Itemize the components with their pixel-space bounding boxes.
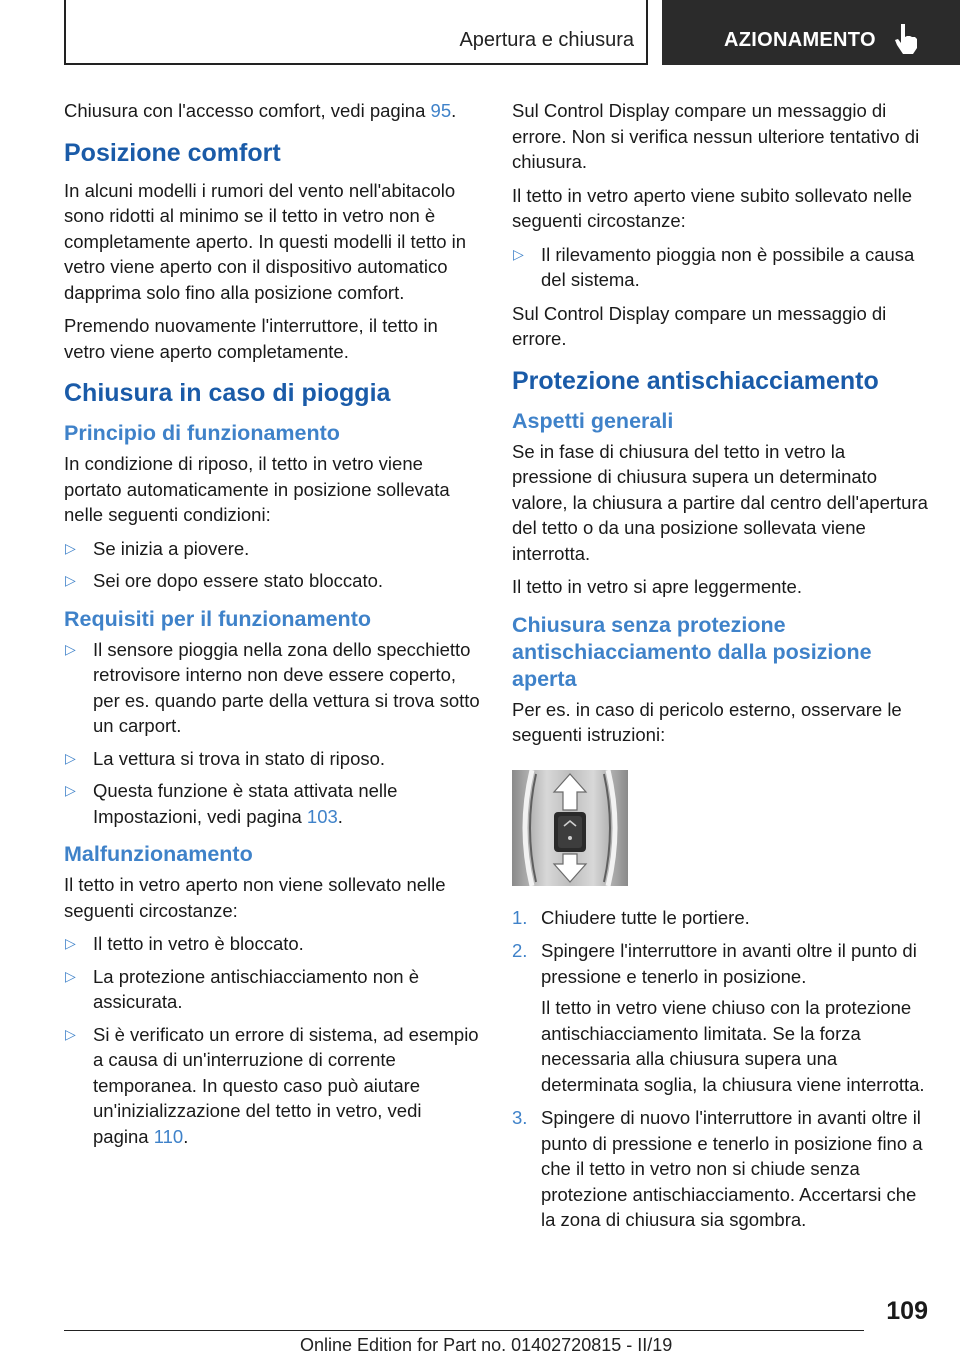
paragraph: Sul Control Display compare un messaggio di errore.: [512, 302, 887, 349]
list-item: ▷ La vettura si trova in stato di riposo.: [64, 746, 480, 772]
triangle-bullet-icon: ▷: [65, 539, 76, 556]
footer-rule: [64, 1330, 864, 1331]
list-item: ▷ La protezione antischiacciamento non è assicurata.: [65, 965, 420, 1012]
heading-general: Aspetti generali: [512, 408, 674, 433]
paragraph: Se in fase di chiusura del tetto in vetro la pressione di chiusura supera un determinato valore, la chiusura a partire dal centro dell'apertura del tetto o da una posizione sollevata viene interrotta.: [512, 440, 928, 564]
bullet-list: [64, 637, 480, 830]
paragraph: Il tetto in vetro aperto non viene sollevato nelle seguenti circostanze:: [64, 874, 446, 921]
step-item: 1. Chiudere tutte le portiere.: [512, 906, 750, 928]
header-section-box: [64, 0, 648, 65]
heading-malfunction: Malfunzionamento: [64, 842, 253, 866]
triangle-bullet-icon: ▷: [513, 245, 524, 262]
right-column: [512, 98, 928, 1241]
list-item: ▷ Questa funzione è stata attivata nelle Impostazioni, vedi pagina 103.: [65, 780, 398, 827]
list-item: ▷ Si è verificato un errore di sistema, ad esempio a causa di un'interruzione di corrente temporanea. In questo caso può aiutare un'inizializzazione del tetto in vetro, vedi pagina 110.: [65, 1023, 479, 1147]
paragraph: In alcuni modelli i rumori del vento nell'abitacolo sono ridotti al minimo se il tetto in vetro non è completamente aperto. In questi modelli il tetto in vetro viene aperto con il dispositivo automatico dapprima solo fino alla posizione comfort.: [64, 179, 467, 303]
intro-paragraph: Chiusura con l'accesso comfort, vedi pagina 95.: [64, 100, 457, 121]
header-chapter-title: AZIONAMENTO: [724, 29, 876, 51]
list-item: ▷ Il sensore pioggia nella zona dello specchietto retrovisore interno non deve essere coperto, per es. quando parte della vettura si trova sotto un carport.: [65, 638, 480, 736]
page-link[interactable]: 110: [153, 1125, 184, 1147]
triangle-bullet-icon: ▷: [65, 782, 76, 798]
header-section-title: Apertura e chiusura: [459, 29, 634, 51]
list-item: ▷ Sei ore dopo essere stato bloccato.: [64, 568, 480, 594]
numbered-steps: [512, 905, 928, 1233]
footer-edition-text: Online Edition for Part no. 01402720815 - II/19: [300, 1335, 673, 1355]
header-chapter-box: [662, 0, 960, 65]
bullet-list: [64, 536, 480, 594]
heading-requirements: Requisiti per il funzionamento: [64, 606, 371, 631]
triangle-bullet-icon: ▷: [65, 749, 76, 766]
heading-comfort-position: Posizione comfort: [64, 138, 281, 167]
pointing-hand-icon: [894, 22, 920, 56]
bullet-list: [512, 242, 928, 293]
roof-switch-illustration: [512, 770, 628, 886]
list-item: ▷ Il tetto in vetro è bloccato.: [64, 931, 480, 957]
list-item: ▷ Se inizia a piovere.: [64, 536, 480, 562]
triangle-bullet-icon: ▷: [65, 1025, 76, 1042]
paragraph: Per es. in caso di pericolo esterno, osservare le seguenti istruzioni:: [512, 698, 902, 745]
triangle-bullet-icon: ▷: [65, 967, 76, 984]
triangle-bullet-icon: ▷: [65, 935, 76, 951]
page-number: 109: [886, 1297, 928, 1325]
heading-pinch-protection: Protezione antischiacciamento: [512, 366, 879, 395]
heading-principle: Principio di funzionamento: [64, 421, 340, 445]
step-item: 3. Spingere di nuovo l'interruttore in avanti oltre il punto di pressione e tenerlo in posizione fino a che il tetto in vetro non si chiude senza protezione antischiacciamento. Accertarsi che la zona di chiusura sia sgombra.: [512, 1107, 923, 1230]
paragraph: Premendo nuovamente l'interruttore, il tetto in vetro viene aperto completamente.: [64, 315, 438, 362]
heading-closing-without-protection: Chiusura senza protezione antischiacciamento dalla posizione aperta: [512, 612, 872, 691]
step-item: 2. Spingere l'interruttore in avanti oltre il punto di pressione e tenerlo in posizione. Il tetto in vetro viene chiuso con la protezione antischiacciamento limitata. Se la forza necessaria alla chiusura supera una determinata soglia, la chiusura viene interrotta.: [512, 940, 925, 1095]
heading-rain-closing: Chiusura in caso di pioggia: [64, 379, 391, 407]
triangle-bullet-icon: ▷: [65, 572, 76, 588]
paragraph: In condizione di riposo, il tetto in vetro viene portato automaticamente in posizione sollevata nelle seguenti condizioni:: [64, 453, 450, 525]
bullet-list: [64, 931, 480, 1149]
paragraph: Il tetto in vetro si apre leggermente.: [512, 576, 802, 597]
paragraph: Sul Control Display compare un messaggio di errore. Non si verifica nessun ulteriore tentativo di chiusura.: [512, 100, 920, 172]
list-item: ▷ Il rilevamento pioggia non è possibile a causa del sistema.: [513, 243, 915, 290]
page-link[interactable]: 95: [430, 100, 452, 121]
triangle-bullet-icon: ▷: [65, 640, 76, 657]
left-column: [64, 98, 480, 1157]
paragraph: Il tetto in vetro aperto viene subito sollevato nelle seguenti circostanze:: [512, 184, 913, 231]
page-link[interactable]: 103: [306, 805, 338, 827]
